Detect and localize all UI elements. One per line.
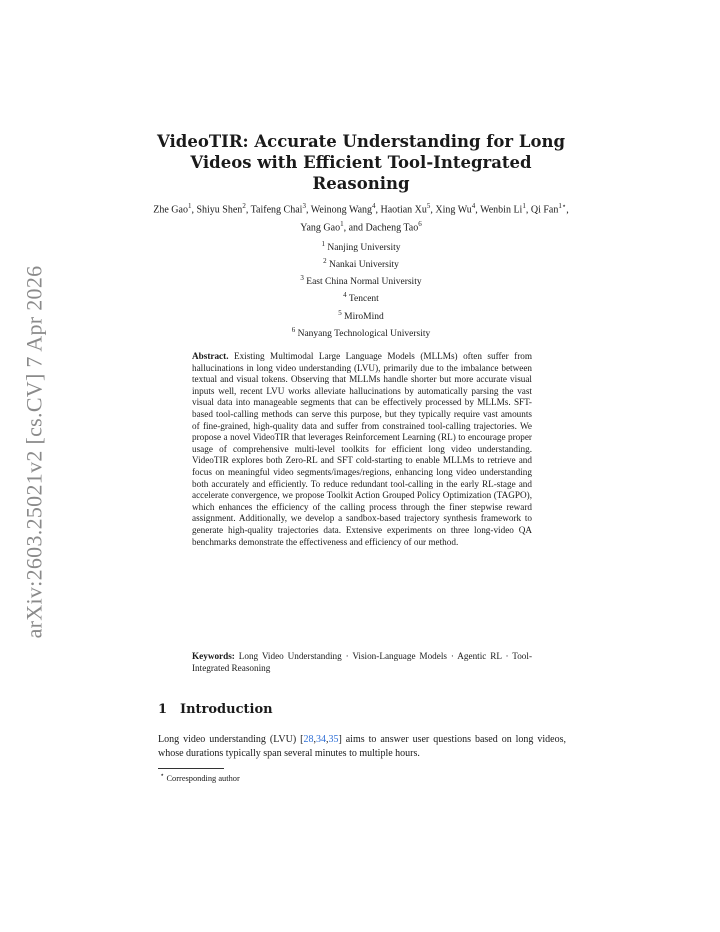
affiliation-line	[200, 255, 522, 272]
affiliation-number: 4	[343, 291, 347, 300]
author-name: Yang Gao	[300, 222, 341, 234]
affiliation-number: 1	[321, 240, 326, 248]
affiliation-name: Tencent	[346, 294, 379, 305]
abstract	[192, 351, 532, 548]
citation-group: 28,34,35	[303, 734, 339, 745]
affiliation-name: MiroMind	[341, 311, 384, 322]
author-name: Weinong Wang	[310, 204, 373, 216]
author-conjunction: and	[348, 222, 364, 234]
abstract-text: Existing Multimodal Large Language Models (MLLMs) often suffer from hallucinations in long video understanding (LVU), primarily due to the imbalance between textual and visual tokens. Observing that MLLMs handle shorter but more accurate visual inputs well, recent LVU works alleviate hallucinations by automatically parsing the vast visual data into manageable segments that can be effectively processed by MLLMs. SFT-based tool-calling methods can serve this purpose, but they typically require vast amounts of fine-grained, high-quality data and suffer from constrained tool-calling trajectories. We propose a novel VideoTIR that leverages Reinforcement Learning (RL) to encourage proper usage of comprehensive multi-level toolkits for efficient long video understanding. VideoTIR explores both Zero-RL and SFT cold-starting to enable MLLMs to retrieve and focus on meaningful video segments/images/regions, enhancing long video understanding both accurately and efficiently. To reduce redundant tool-calling in the early RL-stage and accelerate convergence, we propose Toolkit Action Grouped Policy Optimization (TAGPO), which enhances the efficiency of the calling process through the finer stepwise reward assignment. Additionally, we develop a sandbox-based trajectory synthesis framework to generate high-quality trajectories data. Extensive experiments on three long-video QA benchmarks demonstrate the effectiveness and efficiency of our method.	[192, 351, 532, 547]
author-name: Haotian Xu	[380, 204, 427, 216]
author-name: Dacheng Tao	[365, 222, 419, 234]
affiliation-list	[200, 238, 522, 341]
author-affiliation-mark: 1⋆	[558, 202, 567, 210]
affiliation-number: 6	[291, 325, 296, 334]
intro-text-before: Long video understanding (LVU) [	[158, 734, 304, 745]
author-affiliation-mark: 4	[372, 202, 376, 210]
paper-title: VideoTIR: Accurate Understanding for Long Videos with Efficient Tool-Integrated Reasoning	[157, 132, 565, 193]
citation-link[interactable]: 34	[315, 734, 326, 745]
author-affiliation-mark: 2	[242, 202, 246, 210]
affiliation-number: 2	[323, 257, 327, 266]
section-title: Introduction	[180, 702, 273, 717]
affiliation-line	[200, 324, 522, 341]
affiliation-line	[200, 289, 522, 306]
author-affiliation-mark: 5	[426, 202, 431, 210]
footnote-mark: ⋆	[160, 771, 165, 779]
citation-link[interactable]: 28	[303, 734, 314, 745]
author-affiliation-mark: 1	[522, 202, 526, 210]
affiliation-name: Nankai University	[326, 260, 399, 271]
intro-paragraph	[158, 733, 566, 760]
author-list: Zhe Gao$^1$, Shiyu Shen$^2$, Taifeng Chai$^3$, Weinong Wang$^4$, Haotian Xu$^5$, Xing Wu$^4$, Wenbin Li$^1$, Qi Fan$^{1⋆}$, Yang Gao$^1$, and Dacheng Tao$^6$	[153, 202, 569, 234]
arxiv-stamp	[16, 262, 52, 642]
arxiv-id: arXiv:2603.25021v2 [cs.CV] 7 Apr 2026	[21, 265, 46, 639]
affiliation-name: East China Normal University	[303, 277, 422, 288]
affiliation-line	[200, 272, 522, 289]
affiliation-number: 3	[300, 274, 304, 283]
author-name: Qi Fan	[530, 204, 559, 216]
keywords	[192, 651, 532, 674]
intro-text-after: ] aims to answer user questions based on long videos, whose durations typically span several minutes to multiple hours.	[158, 734, 566, 759]
footnote-divider	[158, 768, 224, 769]
section-heading	[158, 702, 568, 717]
author-affiliation-mark: 6	[418, 220, 422, 229]
affiliation-line	[200, 238, 522, 255]
author-name: Shiyu Shen	[196, 204, 243, 216]
author-name: Taifeng Chai	[250, 204, 303, 216]
abstract-label: Abstract.	[192, 351, 229, 361]
footnote	[160, 771, 460, 783]
author-affiliation-mark: 3	[302, 202, 306, 210]
keywords-label: Keywords:	[192, 651, 235, 661]
affiliation-name: Nanyang Technological University	[295, 328, 431, 339]
author-affiliation-mark: 1	[187, 202, 192, 210]
author-name: Zhe Gao	[153, 204, 188, 216]
author-affiliation-mark: 4	[471, 202, 476, 210]
citation-link[interactable]: 35	[328, 734, 339, 745]
affiliation-number: 5	[338, 308, 342, 317]
keywords-text: Long Video Understanding · Vision-Language Models · Agentic RL · Tool-Integrated Reasoning	[192, 651, 533, 673]
author-name: Wenbin Li	[480, 204, 523, 216]
affiliation-line	[200, 307, 522, 324]
footnote-text: Corresponding author	[166, 773, 240, 783]
affiliation-name: Nanjing University	[325, 243, 401, 254]
author-name: Xing Wu	[435, 204, 472, 216]
section-number: 1	[158, 702, 168, 717]
author-affiliation-mark: 1	[340, 220, 344, 229]
